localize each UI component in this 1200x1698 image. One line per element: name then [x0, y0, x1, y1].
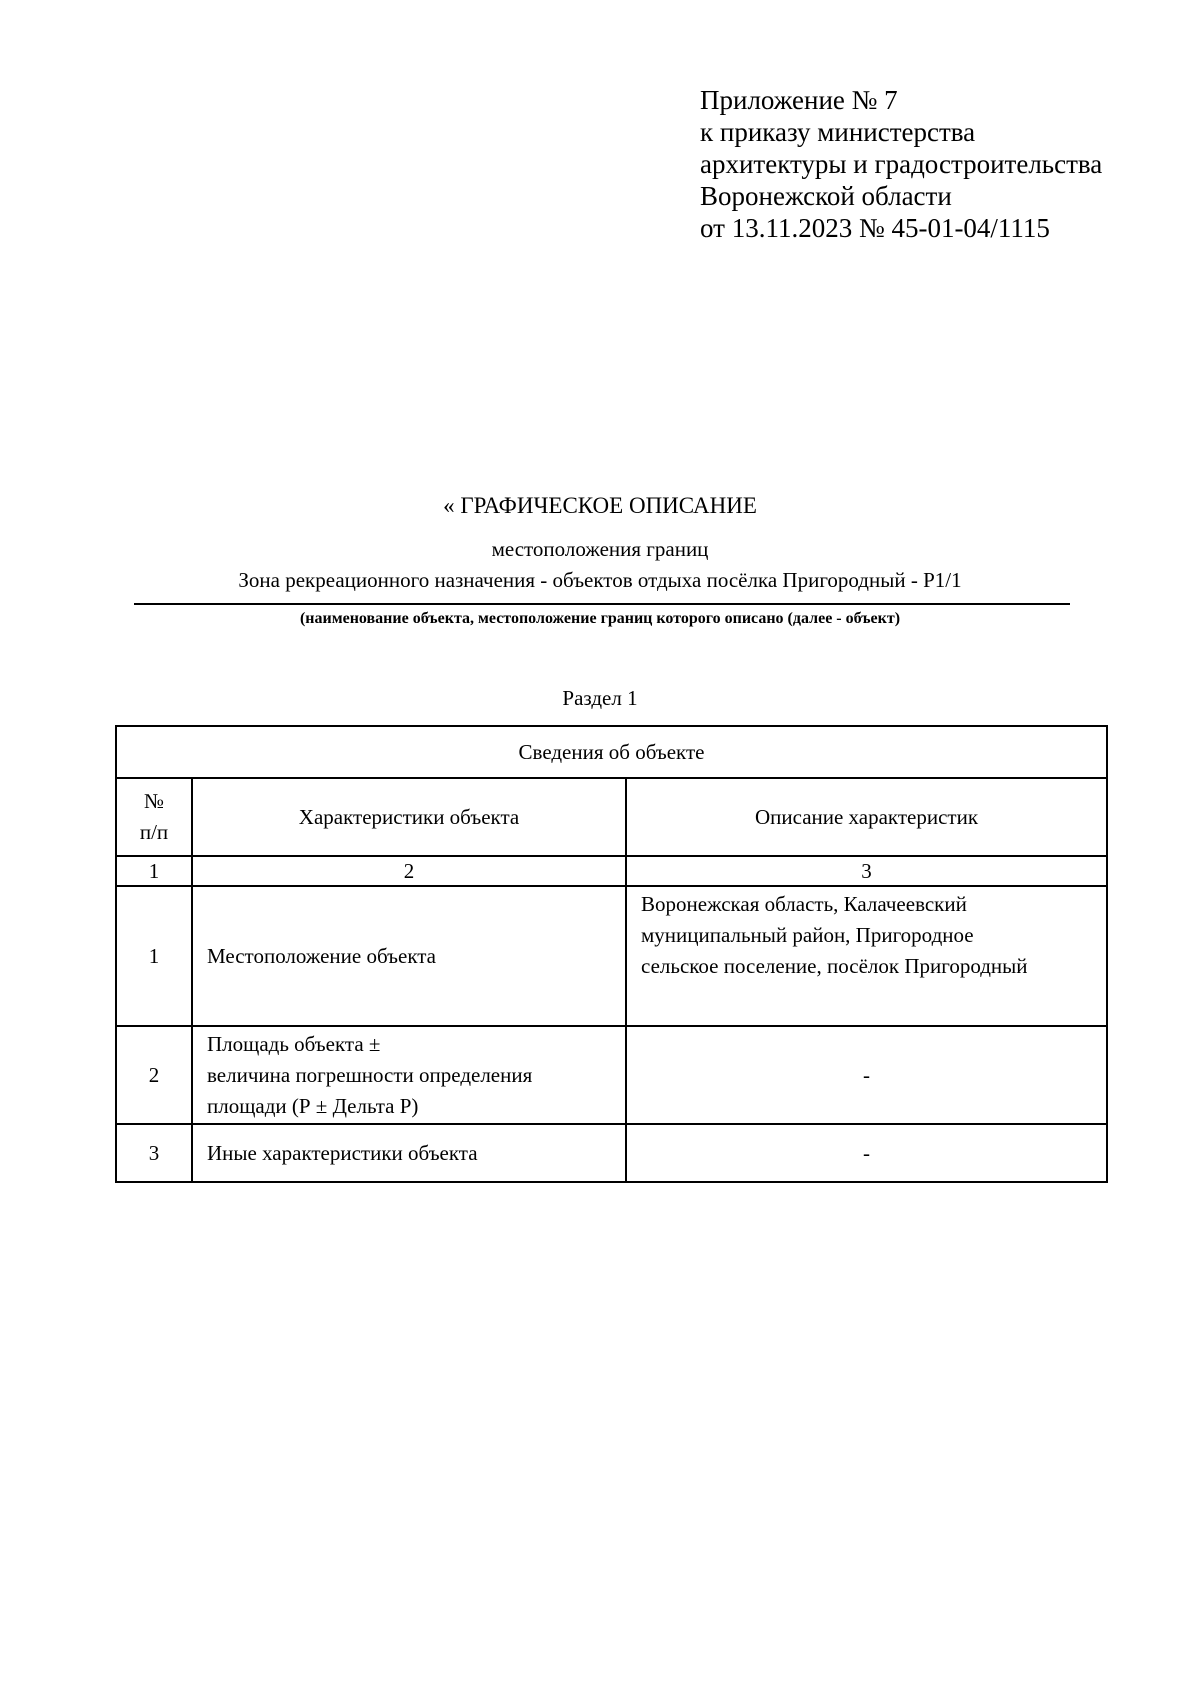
- column-number: 1: [116, 856, 192, 886]
- description-line: Воронежская область, Калачеевский: [641, 892, 967, 916]
- characteristic-line: величина погрешности определения: [207, 1062, 533, 1087]
- object-name: Зона рекреационного назначения - объектов отдыха посёлка Пригородный - Р1/1: [238, 568, 962, 592]
- document-subtitle: местоположения границ: [491, 537, 709, 561]
- appendix-line-3: архитектуры и градостроительства: [700, 149, 1103, 179]
- row-num: 3: [116, 1124, 192, 1182]
- header-num: [116, 778, 192, 856]
- row-characteristic: Местоположение объекта: [192, 886, 626, 1026]
- table-row: [116, 1124, 1107, 1182]
- object-name-note: (наименование объекта, местоположение границ которого описано (далее - объект): [299, 610, 901, 627]
- description-line: муниципальный район, Пригородное: [641, 923, 974, 947]
- row-characteristic: Иные характеристики объекта: [192, 1124, 626, 1182]
- row-num: 1: [116, 886, 192, 1026]
- table-row: [116, 886, 1107, 1026]
- table-caption: Сведения об объекте: [116, 726, 1107, 778]
- header-description: Описание характеристик: [626, 778, 1107, 856]
- header-num-line-1: №: [143, 789, 165, 813]
- row-characteristic: [192, 1026, 626, 1124]
- header-num-line-2: п/п: [139, 820, 169, 844]
- object-info-table: [115, 725, 1108, 1183]
- column-number-row: [116, 856, 1107, 886]
- row-description: -: [626, 1026, 1107, 1124]
- document-title: « ГРАФИЧЕСКОЕ ОПИСАНИЕ: [443, 493, 757, 518]
- table-caption-row: [116, 726, 1107, 778]
- appendix-line-5: от 13.11.2023 № 45-01-04/1115: [700, 213, 1050, 243]
- appendix-line-4: Воронежской области: [700, 181, 952, 211]
- description-line: сельское поселение, посёлок Пригородный: [641, 954, 1028, 978]
- row-description: [626, 886, 1107, 1026]
- appendix-line-1: Приложение № 7: [700, 85, 898, 115]
- table-row: [116, 1026, 1107, 1124]
- characteristic-line: Площадь объекта ±: [207, 1031, 381, 1056]
- row-description: -: [626, 1124, 1107, 1182]
- row-num: 2: [116, 1026, 192, 1124]
- column-number: 3: [626, 856, 1107, 886]
- characteristic-line: площади (Р ± Дельта Р): [207, 1093, 419, 1118]
- object-name-underline: [134, 603, 1070, 605]
- appendix-line-2: к приказу министерства: [700, 117, 976, 147]
- appendix-header: [700, 84, 1102, 244]
- header-characteristic: Характеристики объекта: [192, 778, 626, 856]
- table-header-row: [116, 778, 1107, 856]
- column-number: 2: [192, 856, 626, 886]
- section-label: Раздел 1: [562, 686, 638, 710]
